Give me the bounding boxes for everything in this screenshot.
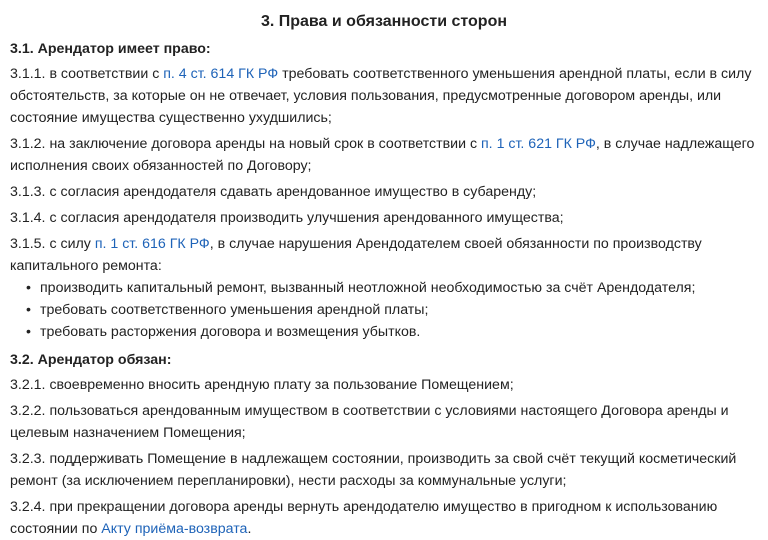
section-3-1-heading: 3.1. Арендатор имеет право: <box>10 41 211 57</box>
clause-3-2-1: 3.2.1. своевременно вносить арендную плату за пользование Помещением; <box>10 377 514 393</box>
clause-text: 3.1.1. в соответствии с <box>10 66 164 82</box>
list-item: • требовать расторжения договора и возмещения убытков. <box>26 321 758 343</box>
link-gk-621[interactable]: п. 1 ст. 621 ГК РФ <box>481 136 596 152</box>
link-gk-616[interactable]: п. 1 ст. 616 ГК РФ <box>94 236 210 252</box>
link-acceptance-act[interactable]: Акту приёма-возврата <box>101 521 248 537</box>
section-3-2-heading: 3.2. Арендатор обязан: <box>10 352 172 368</box>
clause-3-1-1 <box>10 63 758 129</box>
clause-text: требовать соответственного уменьшения арендной платы, если в силу обстоятельств, за которые он не отвечает, условия пользования, предусмотренные договором аренды, или состояние имущества существенно ухудшились; <box>10 66 752 126</box>
clause-3-1-5 <box>10 233 758 277</box>
clause-3-2-4 <box>10 496 758 540</box>
clause-3-1-4: 3.1.4. с согласия арендодателя производить улучшения арендованного имущества; <box>10 210 564 226</box>
clause-3-1-3: 3.1.3. с согласия арендодателя сдавать арендованное имущество в субаренду; <box>10 184 537 200</box>
list-item: • производить капитальный ремонт, вызванный неотложной необходимостью за счёт Арендодателя; <box>26 277 758 299</box>
bullet-list <box>10 277 758 343</box>
clause-text: , в случае надлежащего исполнения своих обязанностей по Договору; <box>10 136 755 174</box>
clause-text: 3.1.5. с силу <box>10 236 95 252</box>
link-gk-614[interactable]: п. 4 ст. 614 ГК РФ <box>163 66 279 82</box>
clause-3-2-3: 3.2.3. поддерживать Помещение в надлежащем состоянии, производить за свой счёт текущий косметический ремонт (за исключением перепланировки), нести расходы за коммунальные услуги; <box>10 451 737 489</box>
clause-text: , в случае нарушения Арендодателем своей обязанности по производству капитального ремонта: <box>10 236 702 274</box>
clause-text: 3.1.2. на заключение договора аренды на новый срок в соответствии с <box>10 136 481 152</box>
clause-3-2-2: 3.2.2. пользоваться арендованным имуществом в соответствии с условиями настоящего Договора аренды и целевым назначением Помещения; <box>10 403 729 441</box>
clause-text: . <box>247 521 252 537</box>
clause-3-1-2 <box>10 133 758 177</box>
clause-text: 3.2.4. при прекращении договора аренды вернуть арендодателю имущество в пригодном к использованию состоянии по <box>10 499 718 537</box>
page-title: 3. Права и обязанности сторон <box>260 13 508 30</box>
list-item: • требовать соответственного уменьшения арендной платы; <box>26 299 758 321</box>
